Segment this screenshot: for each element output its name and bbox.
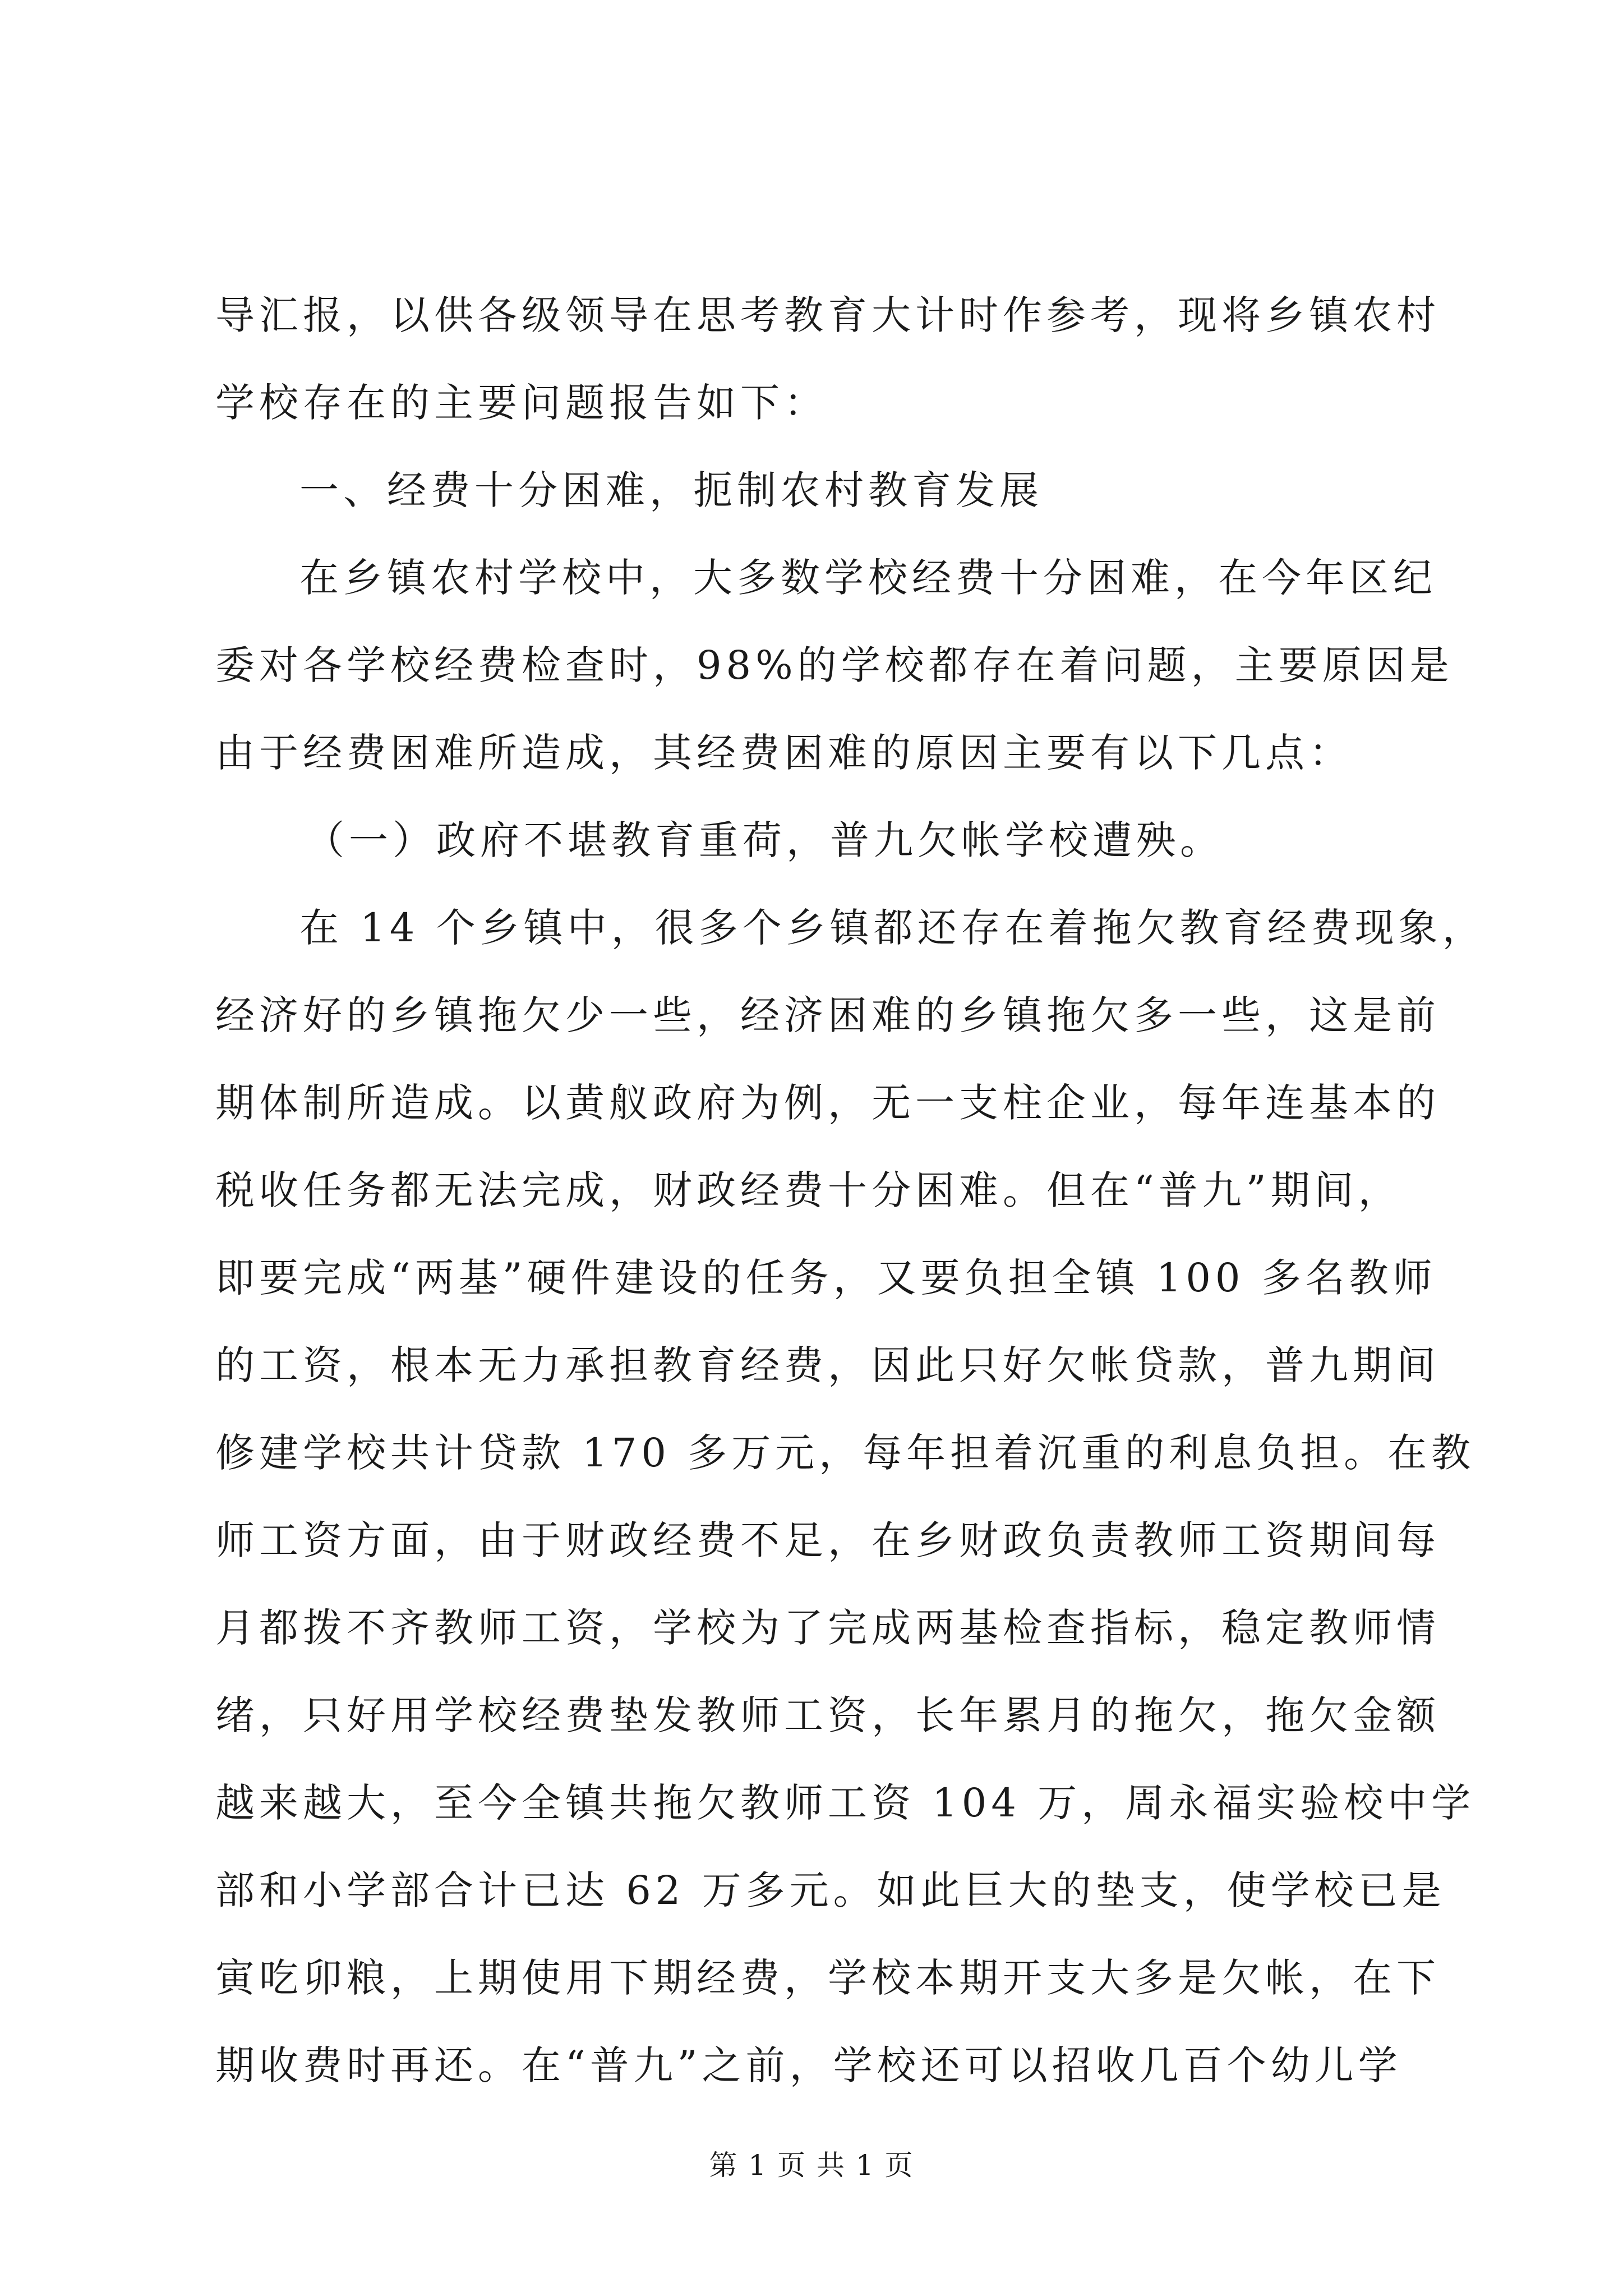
body-line: 经济好的乡镇拖欠少一些，经济困难的乡镇拖欠多一些，这是前	[215, 992, 1440, 1038]
document-body	[215, 292, 1486, 2129]
body-line: 学校存在的主要问题报告如下：	[215, 380, 828, 426]
body-line: 越来越大，至今全镇共拖欠教师工资 104 万，周永福实验校中学	[215, 1780, 1476, 1826]
body-line: 师工资方面，由于财政经费不足，在乡财政负责教师工资期间每	[215, 1517, 1440, 1563]
body-line: 部和小学部合计已达 62 万多元。如此巨大的垫支，使学校已是	[215, 1867, 1446, 1913]
body-line: 委对各学校经费检查时，98%的学校都存在着问题，主要原因是	[215, 642, 1454, 688]
body-line: 绪，只好用学校经费垫发教师工资，长年累月的拖欠，拖欠金额	[215, 1692, 1440, 1738]
body-line: 期体制所造成。以黄舣政府为例，无一支柱企业，每年连基本的	[215, 1080, 1440, 1126]
body-line: 修建学校共计贷款 170 多万元，每年担着沉重的利息负担。在教	[215, 1430, 1476, 1476]
body-line: 导汇报，以供各级领导在思考教育大计时作参考，现将乡镇农村	[215, 292, 1440, 338]
body-line: 期收费时再还。在“普九”之前，学校还可以招收几百个幼儿学	[215, 2042, 1402, 2088]
body-line: 的工资，根本无力承担教育经费，因此只好欠帐贷款，普九期间	[215, 1342, 1440, 1388]
body-line: 即要完成“两基”硬件建设的任务，又要负担全镇 100 多名教师	[215, 1255, 1437, 1301]
body-line: 税收任务都无法完成，财政经费十分困难。但在“普九”期间，	[215, 1167, 1402, 1213]
body-line: 在乡镇农村学校中，大多数学校经费十分困难，在今年区纪	[299, 555, 1437, 601]
section-heading: 一、经费十分困难，扼制农村教育发展	[299, 467, 1043, 513]
page-footer: 第 1 页 共 1 页	[709, 2149, 914, 2182]
body-line: 寅吃卯粮，上期使用下期经费，学校本期开支大多是欠帐，在下	[215, 1955, 1440, 2001]
body-line: 由于经费困难所造成，其经费困难的原因主要有以下几点：	[215, 730, 1353, 776]
subsection-heading: （一）政府不堪教育重荷，普九欠帐学校遭殃。	[305, 817, 1224, 863]
body-line: 在 14 个乡镇中，很多个乡镇都还存在着拖欠教育经费现象，	[299, 905, 1486, 951]
body-line: 月都拨不齐教师工资，学校为了完成两基检查指标，稳定教师情	[215, 1605, 1440, 1651]
